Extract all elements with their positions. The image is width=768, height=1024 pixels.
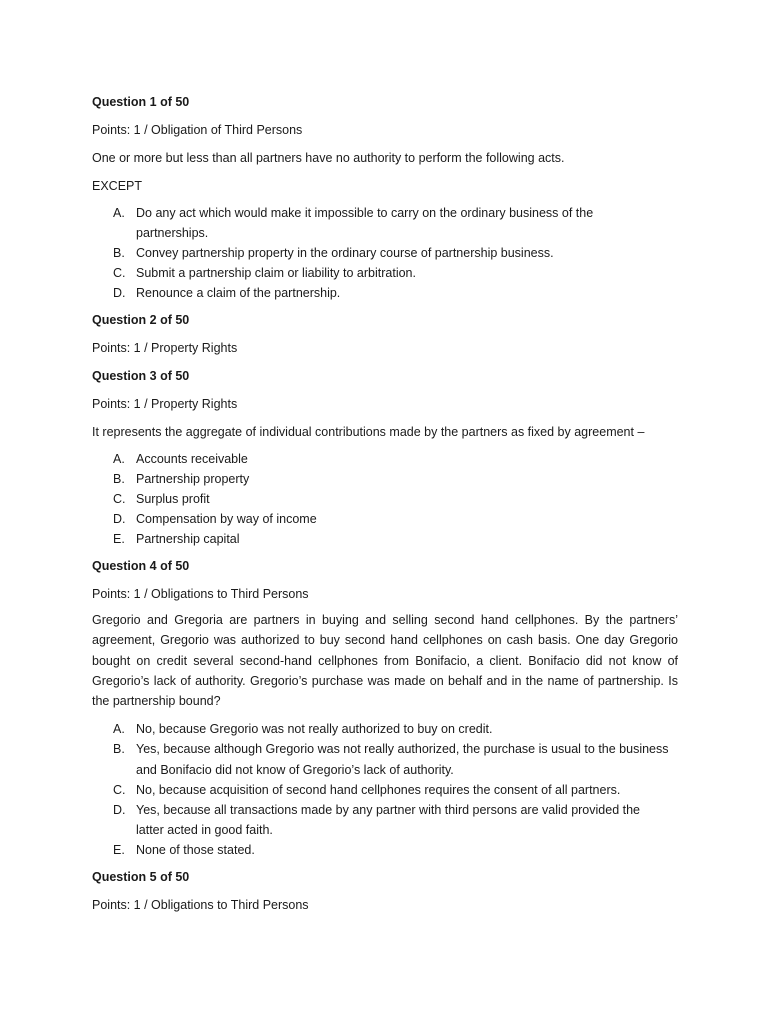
option-label: B.: [113, 742, 125, 756]
option-text: Convey partnership property in the ordinary course of partnership business.: [136, 246, 554, 260]
option-text-continued: latter acted in good faith.: [136, 823, 273, 837]
option-text: Partnership property: [136, 472, 250, 486]
option-text: No, because Gregorio was not really authorized to buy on credit.: [136, 722, 493, 736]
question-1-except: EXCEPT: [92, 179, 143, 193]
option-label: B.: [113, 246, 125, 260]
question-4-points: Points: 1 / Obligations to Third Persons: [92, 587, 309, 601]
option-label: B.: [113, 472, 125, 486]
option-label: C.: [113, 783, 126, 797]
option-text: Do any act which would make it impossible to carry on the ordinary business of the: [136, 206, 594, 220]
option-label: A.: [113, 452, 125, 466]
question-1-text: One or more but less than all partners have no authority to perform the following acts.: [92, 151, 565, 165]
option-label: E.: [113, 532, 125, 546]
option-label: C.: [113, 492, 126, 506]
option-text: Yes, because all transactions made by any partner with third persons are valid provided the: [136, 803, 640, 817]
option-label: D.: [113, 286, 126, 300]
option-label: D.: [113, 512, 126, 526]
option-label: A.: [113, 206, 125, 220]
option-text: Yes, because although Gregorio was not really authorized, the purchase is usual to the business: [136, 742, 669, 756]
option-label: D.: [113, 803, 126, 817]
question-3-header: Question 3 of 50: [92, 369, 190, 383]
option-text: Renounce a claim of the partnership.: [136, 286, 341, 300]
question-3-text: It represents the aggregate of individual contributions made by the partners as fixed by agreement –: [92, 425, 645, 439]
question-1-header: Question 1 of 50: [92, 95, 190, 109]
option-text: Accounts receivable: [136, 452, 248, 466]
question-3-points: Points: 1 / Property Rights: [92, 397, 238, 411]
option-text: Submit a partnership claim or liability to arbitration.: [136, 266, 416, 280]
question-5-points: Points: 1 / Obligations to Third Persons: [92, 898, 309, 912]
option-text-continued: partnerships.: [136, 226, 209, 240]
option-label: A.: [113, 722, 125, 736]
question-4-header: Question 4 of 50: [92, 559, 190, 573]
question-5-header: Question 5 of 50: [92, 870, 190, 884]
question-4-text: Gregorio and Gregoria are partners in buying and selling second hand cellphones. By the partners’ agreement, Gregorio was authorized to buy second hand cellphones on cash basis. One day Gregorio bought on credit several second-hand cellphones from Bonifacio, a client. Bonifacio did not know of Gregorio’s lack of authority. Gregorio’s purchase was made on behalf and in the name of partnership. Is the partnership bound?: [92, 613, 678, 709]
question-1-points: Points: 1 / Obligation of Third Persons: [92, 123, 303, 137]
question-2-header: Question 2 of 50: [92, 313, 190, 327]
option-text: Surplus profit: [136, 492, 210, 506]
option-text: Partnership capital: [136, 532, 240, 546]
option-text-continued: and Bonifacio did not know of Gregorio’s lack of authority.: [136, 763, 454, 777]
question-2-points: Points: 1 / Property Rights: [92, 341, 238, 355]
option-label: C.: [113, 266, 126, 280]
option-text: No, because acquisition of second hand cellphones requires the consent of all partners.: [136, 783, 621, 797]
option-text: None of those stated.: [136, 843, 255, 857]
option-label: E.: [113, 843, 125, 857]
option-text: Compensation by way of income: [136, 512, 317, 526]
